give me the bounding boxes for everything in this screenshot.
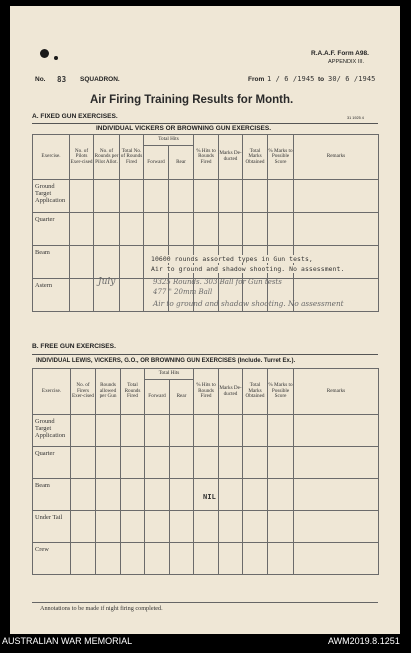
to-label: to	[318, 76, 325, 83]
col-exercise: Exercise.	[33, 369, 71, 415]
col-rear: Rear	[169, 146, 194, 180]
section-b-subheading: INDIVIDUAL LEWIS, VICKERS, G.O., OR BROWNING GUN EXERCISES (Include. Turret Ex.).	[36, 358, 296, 364]
punch-hole	[40, 49, 49, 58]
squadron-label: SQUADRON.	[80, 76, 120, 83]
handwritten-line-2: 477 " 20mm Ball	[153, 288, 213, 296]
free-gun-table	[32, 368, 379, 575]
col-remarks: Remarks	[294, 369, 379, 415]
row-label: Ground Target Application	[33, 415, 71, 447]
nil-stamp: NIL	[203, 493, 216, 501]
section-a-rule	[32, 123, 378, 124]
to-date: 30/ 6 /1945	[328, 75, 376, 83]
no-label: No.	[35, 76, 46, 83]
row-label: Quarter	[33, 447, 71, 479]
punch-hole-small	[54, 56, 58, 60]
col-total-rounds: Total Rounds Fired	[121, 369, 145, 415]
form-sheet	[10, 6, 400, 634]
typed-remark-line-1: 10600 rounds assorted types in Gun tests,	[151, 255, 313, 263]
table-row	[33, 213, 379, 246]
table-row	[33, 447, 379, 479]
from-label: From	[248, 76, 265, 83]
col-rear: Rear	[170, 380, 194, 415]
row-label: Astern	[33, 279, 70, 312]
col-marks-deducted: Marks De-ducted	[219, 135, 243, 180]
handwritten-month: July	[98, 277, 116, 287]
section-a-subheading: INDIVIDUAL VICKERS OR BROWNING GUN EXERCISES.	[96, 125, 272, 132]
print-ref: 31 1925 4	[347, 116, 364, 120]
col-total-marks: Total Marks Obtained	[243, 369, 268, 415]
archive-id: AWM2019.8.1251	[328, 636, 400, 646]
form-appendix: APPENDIX III.	[328, 59, 365, 65]
page-title: Air Firing Training Results for Month.	[90, 94, 294, 106]
col-pilots: No. of Pilots Exer-cised	[70, 135, 94, 180]
table-row	[33, 180, 379, 213]
row-label: Ground Target Application	[33, 180, 70, 213]
col-total-marks: Total Marks Obtained	[243, 135, 268, 180]
col-forward: Forward	[145, 380, 170, 415]
col-pct-hits: % Hits to Rounds Fired	[194, 135, 219, 180]
col-firers: No. of Firers Exer-cised	[71, 369, 96, 415]
col-exercise: Exercise.	[33, 135, 70, 180]
from-date: 1 / 6 /1945	[267, 75, 315, 83]
row-label: Beam	[33, 479, 71, 511]
col-rounds-allotted: No. of Rounds per Pilot Allot.	[94, 135, 120, 180]
col-total-hits: Total Hits	[144, 135, 194, 146]
col-pct-marks: % Marks to Possible Score	[268, 369, 294, 415]
night-firing-annotation: Annotations to be made if night firing completed.	[40, 605, 163, 612]
row-label: Beam	[33, 246, 70, 279]
row-label: Quarter	[33, 213, 70, 246]
row-label: Under Tail	[33, 511, 71, 543]
col-pct-marks: % Marks to Possible Score	[268, 135, 294, 180]
squadron-number: 83	[57, 75, 67, 84]
col-forward: Forward	[144, 146, 169, 180]
table-row	[33, 415, 379, 447]
col-total-rounds: Total No. of Rounds Fired	[120, 135, 144, 180]
form-number: R.A.A.F. Form A98.	[311, 50, 369, 57]
section-b-heading: B. FREE GUN EXERCISES.	[32, 343, 116, 350]
table-row	[33, 543, 379, 575]
handwritten-line-1: 9325 Rounds. 303 Ball for Gun tests	[153, 278, 282, 286]
col-total-hits: Total Hits	[145, 369, 194, 380]
table-row	[33, 511, 379, 543]
row-label: Crew	[33, 543, 71, 575]
archive-credit: AUSTRALIAN WAR MEMORIAL	[2, 636, 133, 646]
col-pct-hits: % Hits to Rounds Fired	[194, 369, 219, 415]
col-marks-deducted: Marks De-ducted	[219, 369, 243, 415]
bottom-rule	[32, 602, 378, 603]
section-b-rule	[32, 354, 378, 355]
col-rounds-allowed: Rounds allowed per Gun	[96, 369, 121, 415]
typed-remark-line-2: Air to ground and shadow shooting. No assessment.	[151, 265, 345, 273]
section-a-heading: A. FIXED GUN EXERCISES.	[32, 113, 118, 120]
col-remarks: Remarks	[294, 135, 379, 180]
handwritten-line-3: Air to ground and shadow shooting. No assessment	[153, 299, 344, 308]
